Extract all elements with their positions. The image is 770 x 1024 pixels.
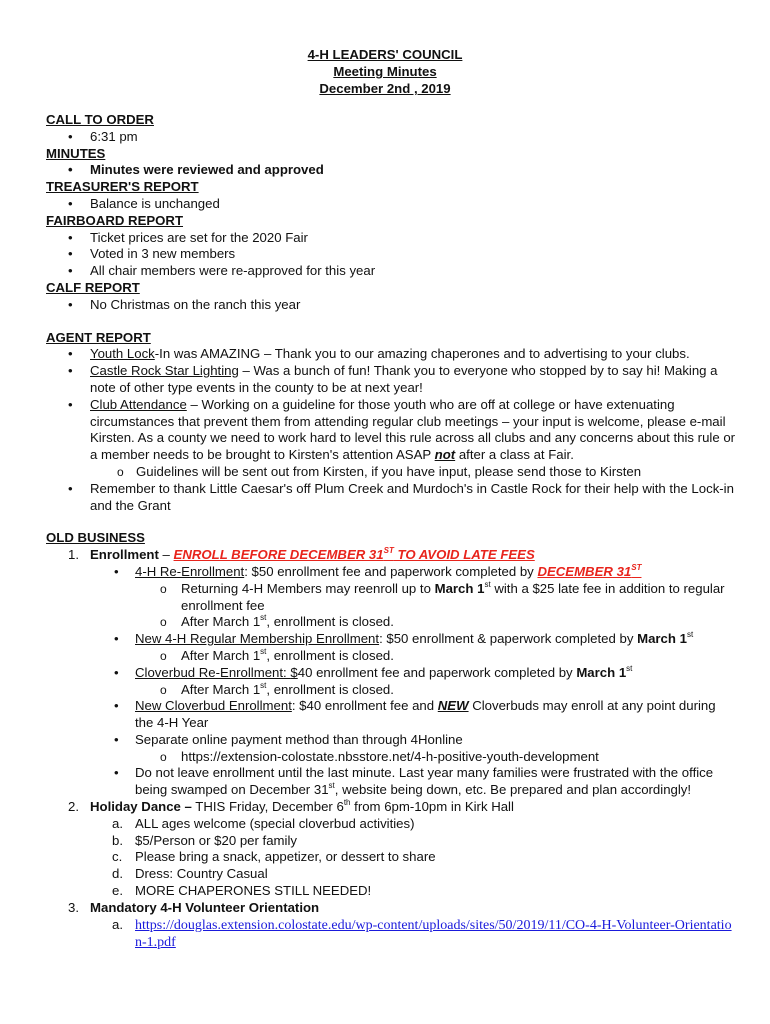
list-item: • Do not leave enrollment until the last minute. Last year many families were frustrated with the office being swamped on December 31st, website being down, etc. Be prepared and plan accordingly! [46,765,736,799]
re-enrollment-link[interactable]: 4-H Re-Enrollment [135,563,245,579]
sub-list-item: o Returning 4-H Members may reenroll up to March 1st with a $25 late fee in addition to regular enrollment fee [46,581,736,615]
list-item: b. $5/Person or $20 per family [112,832,297,848]
fairboard-list [46,230,736,280]
list-item: • Ticket prices are set for the 2020 Fair [46,230,736,247]
list-item: • Separate online payment method than through 4Honline [46,732,736,749]
sub-list-item: o After March 1st, enrollment is closed. [46,682,736,699]
orientation-pdf-link[interactable]: https://douglas.extension.colostate.edu/wp-content/uploads/sites/50/2019/11/CO-4-H-Volunteer-Orientation-1.pdf [135,917,732,951]
sub-list-item: o Guidelines will be sent out from Kirsten, if you have input, please send those to Kirsten [46,464,736,481]
minutes-body [46,112,736,952]
list-item: • Club Attendance – Working on a guideline for those youth who are off at college or have extenuating circumstances that prevent them from attending regular club meetings – your input is welcome, please e-mail Kirsten. As a county we need to work hard to level this rule across all clubs and any concerns about this rule or a member needs to be brought to Kirsten's attention ASAP not after a class at Fair. o Guidelines will be sent out from Kirsten, if you have input, please send those to Kirsten [46,397,736,481]
late-fee-warning: ENROLL BEFORE DECEMBER 31ST TO AVOID LATE FEES [173,546,535,563]
list-item: e. MORE CHAPERONES STILL NEEDED! [112,883,372,899]
list-item: • No Christmas on the ranch this year [46,297,736,314]
list-item: a. ALL ages welcome (special cloverbud activities) [112,815,415,831]
sub-list-item: o After March 1st, enrollment is closed. [46,614,736,631]
list-item: d. Dress: Country Casual [112,866,268,882]
call-to-order-list [46,129,736,146]
document-date: December 2nd , 2019 [319,81,451,96]
document-subtitle: Meeting Minutes [333,64,437,79]
minutes-list [46,162,736,179]
list-item: • 4-H Re-Enrollment: $50 enrollment fee and paperwork completed by DECEMBER 31ST [46,564,736,581]
youth-lock-link[interactable]: Youth Lock [90,346,155,362]
list-item: • 6:31 pm [46,129,736,146]
calf-heading: CALF REPORT [46,279,140,295]
agent-list [46,346,736,514]
call-to-order-heading: CALL TO ORDER [46,112,154,127]
list-item: • Youth Lock-In was AMAZING – Thank you to our amazing chaperones and to advertising to your clubs. [46,346,736,363]
holiday-dance-item: 2. Holiday Dance – THIS Friday, December 6th from 6pm-10pm in Kirk Hall [68,798,514,815]
treasurer-list [46,196,736,213]
list-item: • Remember to thank Little Caesar's off Plum Creek and Murdoch's in Castle Rock for their help with the Lock-in and the Grant [46,481,736,515]
enrollment-item: 1. Enrollment – ENROLL BEFORE DECEMBER 31ST TO AVOID LATE FEES [68,546,535,563]
club-attendance-link[interactable]: Club Attendance [90,396,187,412]
calf-list [46,297,736,314]
list-item: • Voted in 3 new members [46,246,736,263]
old-business-heading: OLD BUSINESS [46,530,145,546]
list-item: • Cloverbud Re-Enrollment: $40 enrollment fee and paperwork completed by March 1st [46,665,736,682]
payment-url: o https://extension-colostate.nbsstore.net/4-h-positive-youth-development [46,749,736,766]
list-item: • New 4-H Regular Membership Enrollment: $50 enrollment & paperwork completed by March 1st [46,631,736,648]
new-regular-enrollment-link[interactable]: New 4-H Regular Membership Enrollment [135,631,380,647]
list-item: • Castle Rock Star Lighting – Was a bunch of fun! Thank you to everyone who stopped by to say hi! Making a note of other type events in the county to be at next year! [46,363,736,397]
list-item: • All chair members were re-approved for this year [46,263,736,280]
star-lighting-link[interactable]: Castle Rock Star Lighting [90,363,239,379]
fairboard-heading: FAIRBOARD REPORT [46,212,184,228]
list-item: c. Please bring a snack, appetizer, or dessert to share [112,849,436,865]
agent-heading: AGENT REPORT [46,329,151,345]
cloverbud-re-enrollment-link[interactable]: Cloverbud Re-Enrollment: $ [135,664,298,680]
list-item: • New Cloverbud Enrollment: $40 enrollment fee and NEW Cloverbuds may enroll at any point during the 4-H Year [46,698,736,732]
sub-list-item: o After March 1st, enrollment is closed. [46,648,736,665]
list-item: • Balance is unchanged [46,196,736,213]
document-header [0,47,770,98]
document-title: 4-H LEADERS' COUNCIL [307,47,463,62]
treasurer-heading: TREASURER'S REPORT [46,179,199,195]
minutes-heading: MINUTES [46,145,106,161]
orientation-item: 3. Mandatory 4-H Volunteer Orientation [68,899,320,915]
new-cloverbud-enrollment-link[interactable]: New Cloverbud Enrollment [135,698,292,714]
list-item: a. https://douglas.extension.colostate.edu/wp-content/uploads/sites/50/2019/11/CO-4-H-Volunteer-Orientation-1.pdf [112,916,732,951]
list-item: • Minutes were reviewed and approved [46,162,736,179]
